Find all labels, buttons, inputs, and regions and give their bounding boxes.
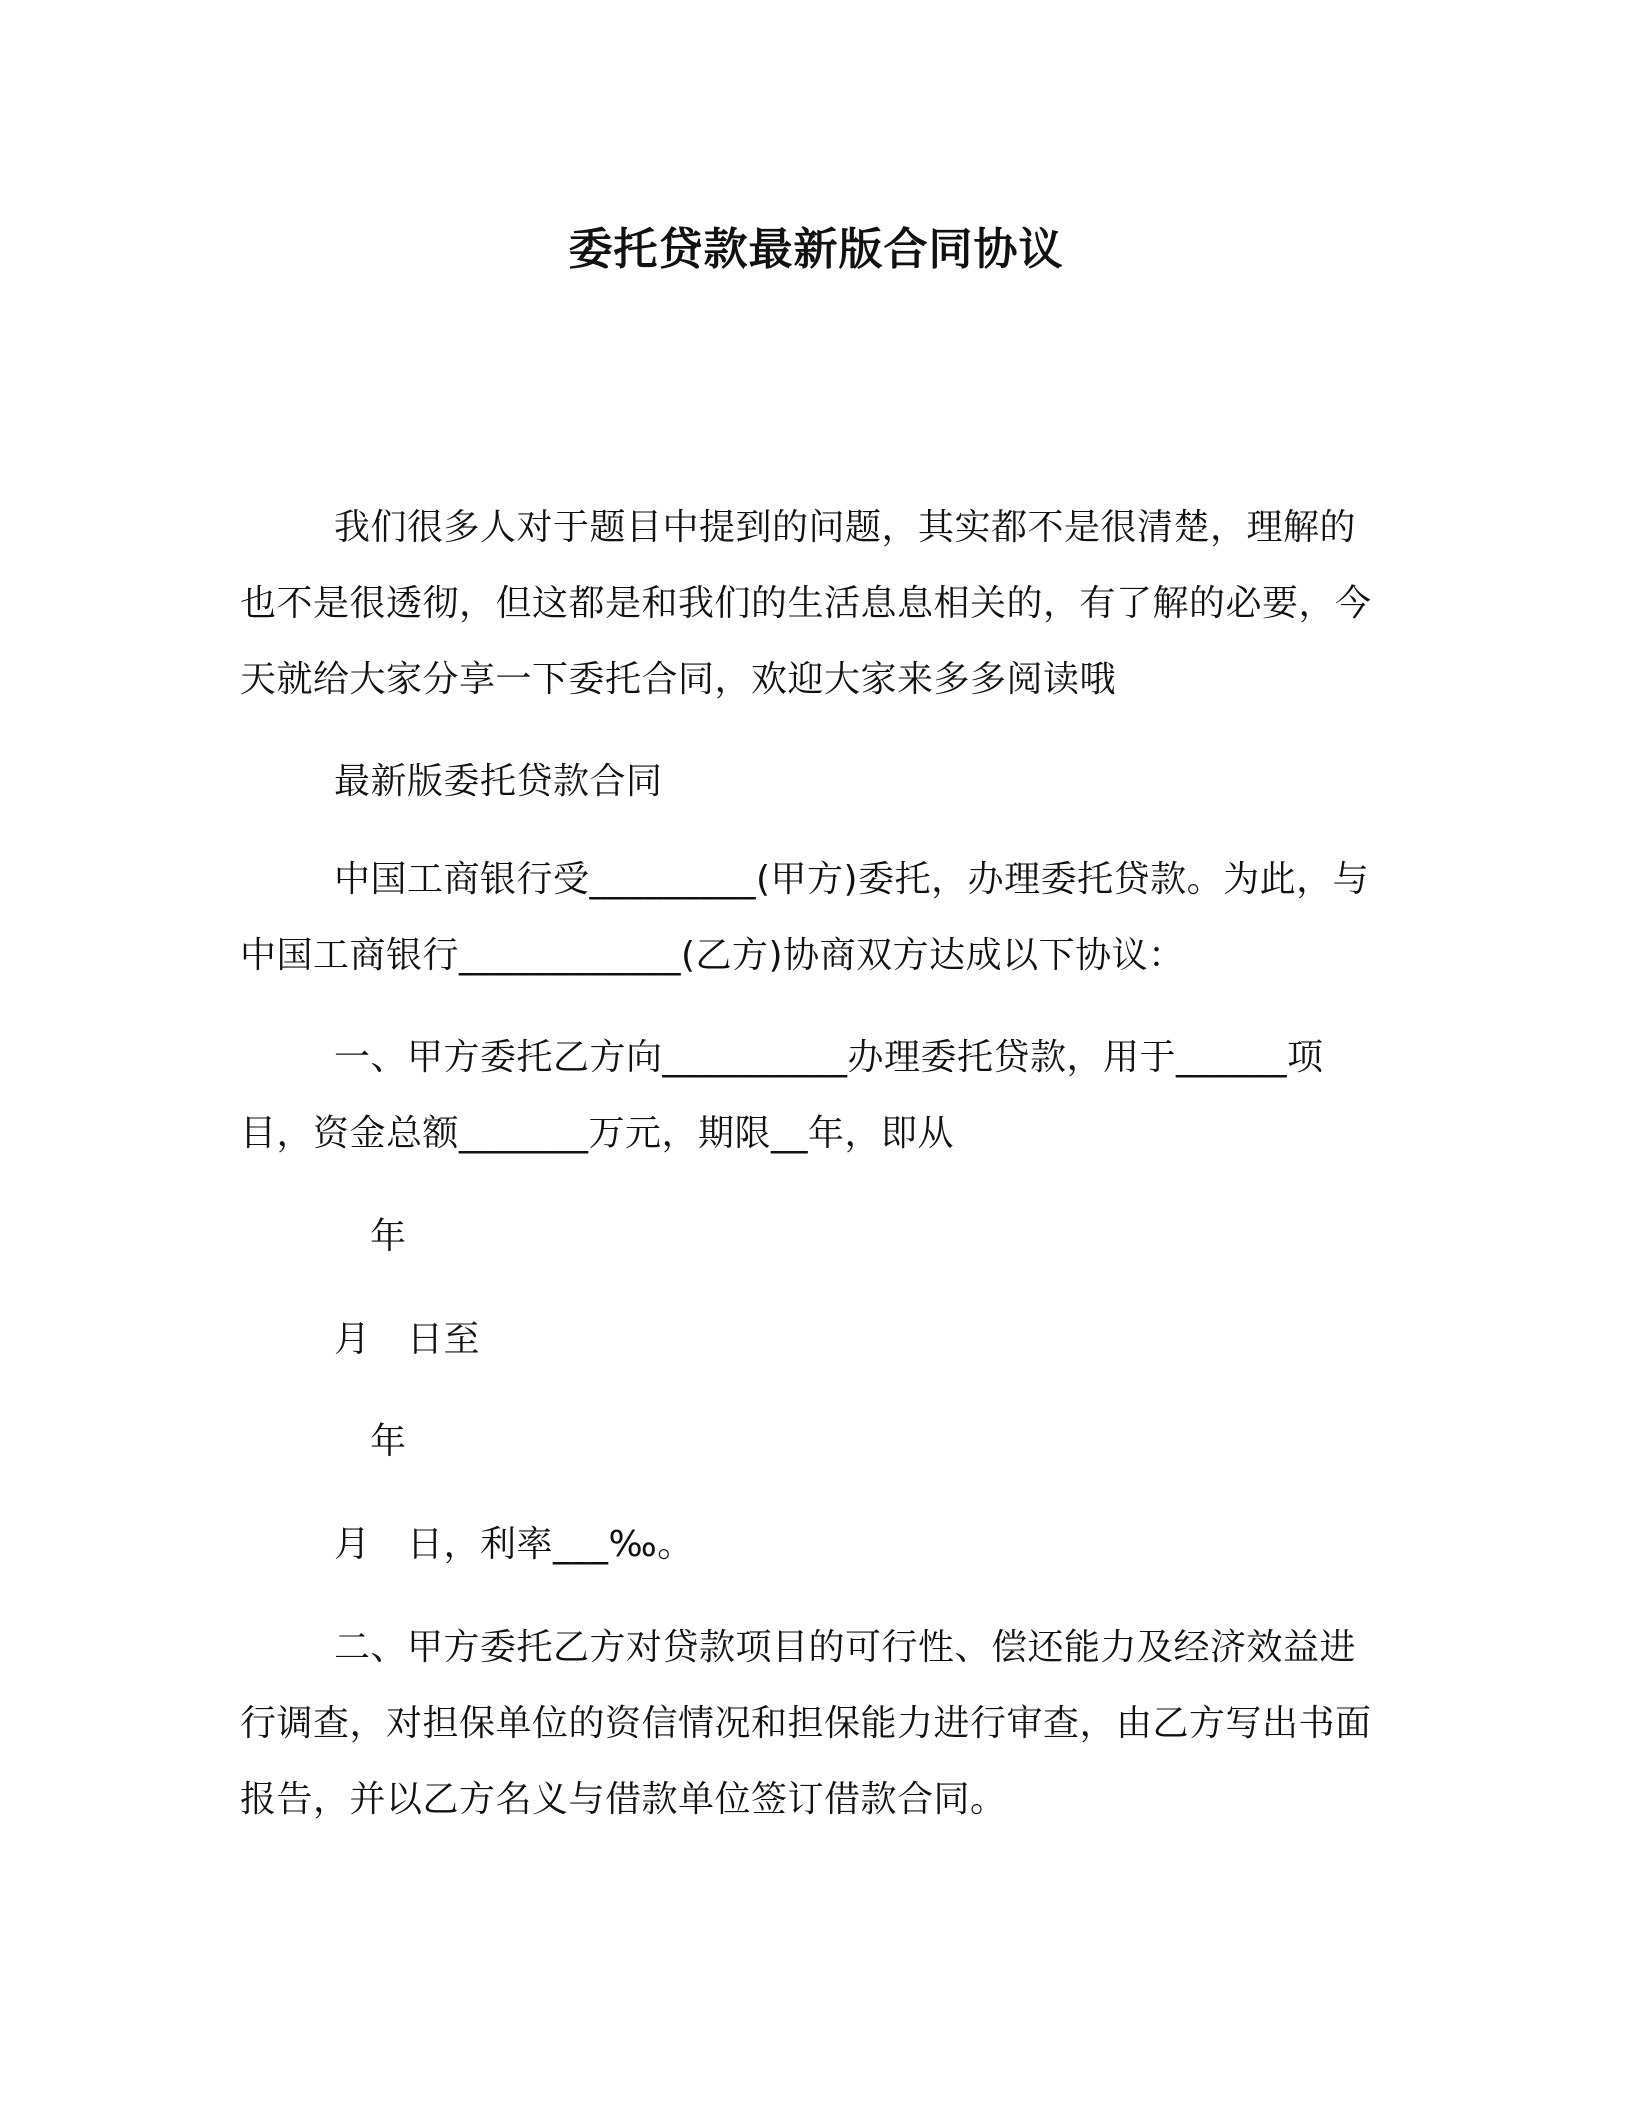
contract-subtitle: 最新版委托贷款合同	[334, 761, 663, 802]
intro-paragraph: 我们很多人对于题目中提到的问题，其实都不是很清楚，理解的也不是很透彻，但这都是和我们的生活息息相关的，有了解的必要，今天就给大家分享一下委托合同，欢迎大家来多多阅读哦	[240, 507, 1372, 700]
date-month-day-rate: 月 日，利率___‰。	[334, 1524, 694, 1565]
date-month-day-to: 月 日至	[334, 1319, 481, 1360]
date-year-start: 年	[370, 1216, 407, 1257]
clause-1-paragraph: 一、甲方委托乙方向__________办理委托贷款，用于______项目，资金总额_______万元，期限__年，即从	[240, 1037, 1324, 1154]
clause-2-paragraph: 二、甲方委托乙方对贷款项目的可行性、偿还能力及经济效益进行调查，对担保单位的资信情况和担保能力进行审查，由乙方写出书面报告，并以乙方名义与借款单位签订借款合同。	[240, 1627, 1372, 1820]
document-title: 委托贷款最新版合同协议	[568, 224, 1064, 275]
date-year-end: 年	[370, 1421, 407, 1462]
preamble-paragraph: 中国工商银行受_________(甲方)委托，办理委托贷款。为此，与中国工商银行____________(乙方)协商双方达成以下协议：	[240, 859, 1370, 976]
